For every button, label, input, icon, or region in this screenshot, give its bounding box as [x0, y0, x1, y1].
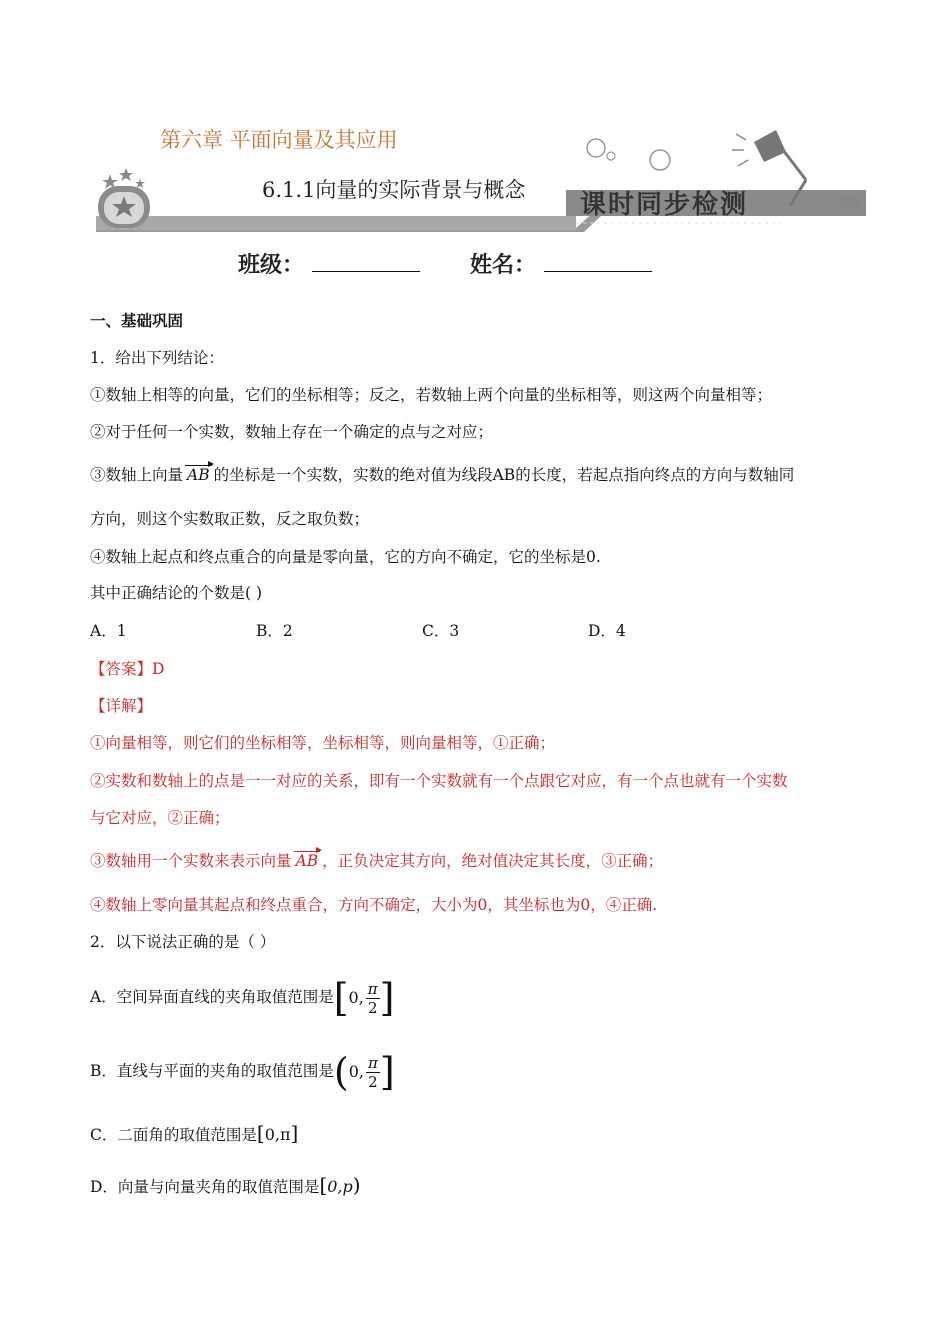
q1-statement-3 [90, 464, 794, 486]
name-label: 姓名： [470, 252, 537, 278]
q2-d-text: D．向量与向量夹角的取值范围是 [90, 1178, 320, 1196]
q1-statement-1: ①数轴上相等的向量，它们的坐标相等；反之，若数轴上两个向量的坐标相等，则这两个向量相等； [90, 386, 773, 404]
q1-s3-pre: ③数轴上向量 [90, 466, 184, 484]
q1-statement-4: ④数轴上起点和终点重合的向量是零向量，它的方向不确定，它的坐标是0. [90, 548, 601, 566]
q1-detail-3 [90, 850, 663, 872]
q1-statement-2: ②对于任何一个实数，数轴上存在一个确定的点与之对应； [90, 423, 494, 441]
lesson-title: 6.1.1向量的实际背景与概念 [262, 178, 526, 202]
q2-option-d: D．向量与向量夹角的取值范围是[0,p) [90, 1173, 361, 1197]
class-label: 班级： [238, 252, 305, 278]
q1-statement-3-cont: 方向，则这个实数取正数，反之取负数； [90, 510, 370, 528]
q1-stem: 1．给出下列结论： [90, 349, 224, 367]
name-field [470, 248, 652, 279]
q1-d3-pre: ③数轴用一个实数来表示向量 [90, 852, 292, 870]
section-title: 一、基础巩固 [90, 311, 184, 330]
option-a: A．1 [90, 622, 127, 640]
q1-detail-2-cont: 与它对应，②正确； [90, 809, 230, 827]
q2-a-text: A．空间异面直线的夹角取值范围是 [90, 988, 334, 1006]
option-b: B．2 [256, 622, 293, 640]
q1-s3-post: 的坐标是一个实数，实数的绝对值为线段AB的长度，若起点指向终点的方向与数轴同 [213, 466, 795, 484]
name-blank [544, 251, 652, 272]
chapter-title: 第六章 平面向量及其应用 [160, 128, 398, 152]
class-field [238, 248, 420, 279]
interval-d: 0,p [327, 1177, 353, 1196]
q1-detail-1: ①向量相等，则它们的坐标相等，坐标相等，则向量相等，①正确； [90, 734, 556, 752]
q2-c-text: C．二面角的取值范围是 [90, 1126, 257, 1144]
q1-ask: 其中正确结论的个数是( ) [90, 584, 263, 602]
q1-detail-2: ②实数和数轴上的点是一一对应的关系，即有一个实数就有一个点跟它对应，有一个点也就有一个实数 [90, 772, 788, 790]
interval-a-zero: 0, [348, 988, 364, 1007]
pi-over-2-a: $\frac{\pi}{2}$ [367, 979, 378, 1017]
interval-c: 0,π [264, 1125, 291, 1144]
option-c: C．3 [422, 622, 460, 640]
option-d: D．4 [588, 622, 626, 640]
interval-a: [ 0, $\frac{\pi}{2}$ ] [334, 973, 395, 1023]
q2-b-text: B．直线与平面的夹角的取值范围是 [90, 1062, 334, 1080]
pi-over-2-b: $\frac{\pi}{2}$ [368, 1053, 378, 1091]
class-blank [312, 251, 420, 272]
q2-option-b [90, 1046, 395, 1097]
vector-ab-detail: AB [295, 852, 319, 870]
interval-b-zero: 0, [348, 1062, 364, 1081]
q2-option-c: C．二面角的取值范围是[0,π] [90, 1121, 299, 1145]
badge-label: 课时同步检测 [580, 190, 749, 220]
q1-d3-post: ，正负决定其方向，绝对值决定其长度，③正确； [322, 852, 664, 870]
q1-detail-4: ④数轴上零向量其起点和终点重合，方向不确定，大小为0，其坐标也为0，④正确. [90, 896, 658, 914]
q1-detail-label: 【详解】 [90, 697, 153, 715]
q2-stem: 2．以下说法正确的是（ ） [90, 933, 276, 951]
q2-option-a [90, 972, 394, 1023]
q1-answer: 【答案】D [90, 660, 165, 678]
interval-b: ( 0, $\frac{\pi}{2}$ ] [334, 1047, 395, 1097]
vector-ab: AB [187, 466, 210, 484]
